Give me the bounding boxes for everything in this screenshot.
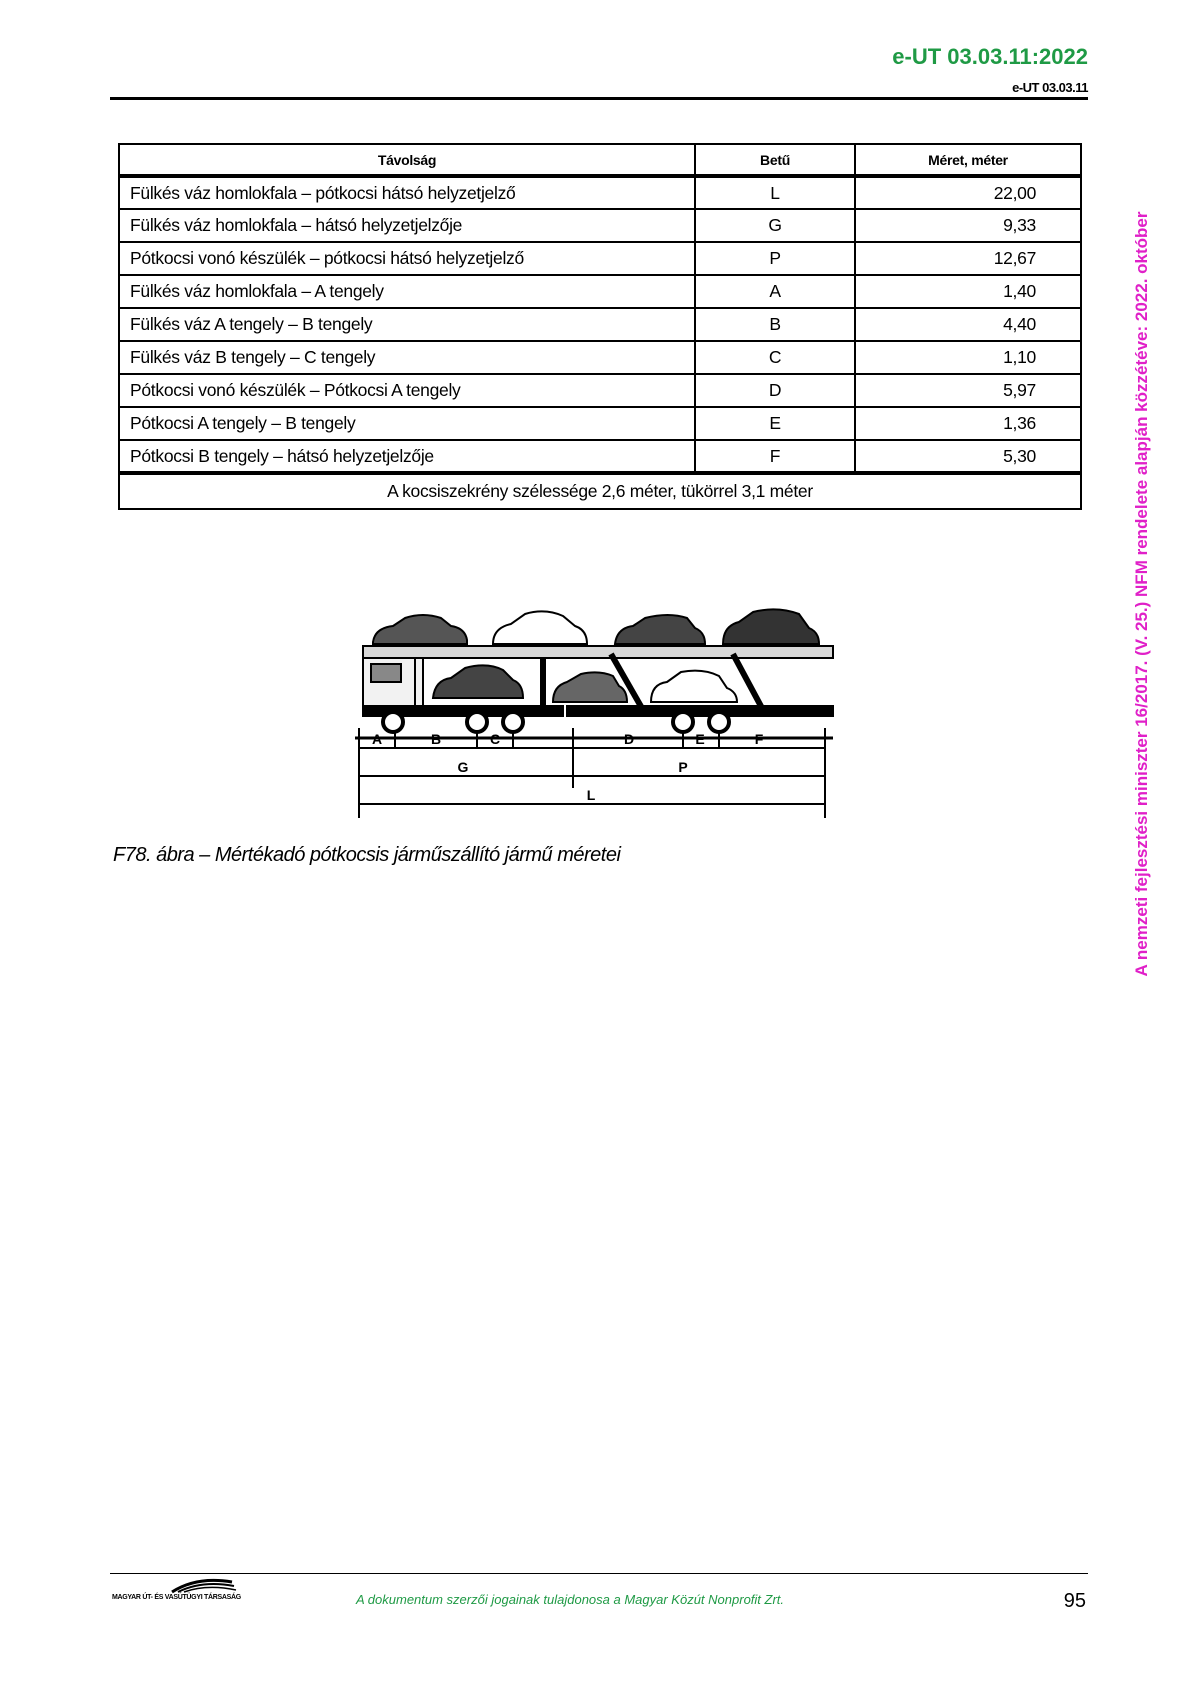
label-f: F bbox=[754, 731, 764, 747]
row-letter: C bbox=[695, 341, 855, 374]
row-label: Fülkés váz homlokfala – hátsó helyzetjelzője bbox=[119, 209, 695, 242]
dimensions-table bbox=[118, 143, 1082, 510]
car-silhouette bbox=[373, 615, 467, 644]
document-code: e-UT 03.03.11:2022 bbox=[892, 44, 1088, 69]
car-transporter-figure bbox=[353, 598, 843, 818]
document-code-short: e-UT 03.03.11 bbox=[1012, 80, 1088, 95]
row-label: Fülkés váz A tengely – B tengely bbox=[119, 308, 695, 341]
label-b: B bbox=[430, 731, 442, 747]
figure-caption: F78. ábra – Mértékadó pótkocsis járműszállító jármű méretei bbox=[113, 844, 621, 866]
wheel bbox=[503, 712, 523, 732]
label-d: D bbox=[623, 731, 635, 747]
row-letter: E bbox=[695, 407, 855, 440]
upper-deck bbox=[363, 646, 833, 658]
table-row bbox=[119, 374, 1081, 407]
table-row bbox=[119, 440, 1081, 473]
row-value: 1,36 bbox=[855, 407, 1081, 440]
label-a: A bbox=[371, 731, 383, 747]
footer-rule bbox=[110, 1573, 1088, 1574]
row-letter: D bbox=[695, 374, 855, 407]
table-row bbox=[119, 275, 1081, 308]
row-label: Fülkés váz homlokfala – pótkocsi hátsó helyzetjelző bbox=[119, 176, 695, 209]
car-silhouette bbox=[493, 611, 587, 644]
row-value: 9,33 bbox=[855, 209, 1081, 242]
row-value: 1,40 bbox=[855, 275, 1081, 308]
row-value: 5,97 bbox=[855, 374, 1081, 407]
table-row bbox=[119, 209, 1081, 242]
row-value: 1,10 bbox=[855, 341, 1081, 374]
table-header-row bbox=[119, 144, 1081, 176]
table-row bbox=[119, 308, 1081, 341]
side-note-text: A nemzeti fejlesztési miniszter 16/2017. (V. 25.) NFM rendelete alapján közzétéve: 2022. október bbox=[1132, 211, 1151, 977]
row-label: Fülkés váz B tengely – C tengely bbox=[119, 341, 695, 374]
label-c: C bbox=[489, 731, 501, 747]
car-silhouette bbox=[553, 672, 627, 702]
wheel bbox=[383, 712, 403, 732]
row-value: 5,30 bbox=[855, 440, 1081, 473]
car-silhouette bbox=[433, 665, 523, 698]
label-l: L bbox=[586, 787, 596, 803]
header-letter: Betű bbox=[695, 144, 855, 176]
header-distance: Távolság bbox=[119, 144, 695, 176]
table-footer-note: A kocsiszekrény szélessége 2,6 méter, tükörrel 3,1 méter bbox=[119, 473, 1081, 509]
organization-logo-text: MAGYAR ÚT- ÉS VASÚTÜGYI TÁRSASÁG bbox=[112, 1594, 241, 1601]
table-footer-row bbox=[119, 473, 1081, 509]
row-value: 4,40 bbox=[855, 308, 1081, 341]
row-value: 12,67 bbox=[855, 242, 1081, 275]
wheel bbox=[467, 712, 487, 732]
label-e: E bbox=[695, 731, 705, 747]
row-label: Pótkocsi A tengely – B tengely bbox=[119, 407, 695, 440]
table-row bbox=[119, 176, 1081, 209]
row-label: Pótkocsi vonó készülék – pótkocsi hátsó helyzetjelző bbox=[119, 242, 695, 275]
row-letter: A bbox=[695, 275, 855, 308]
table-row bbox=[119, 341, 1081, 374]
page-number: 95 bbox=[1063, 1590, 1086, 1612]
car-silhouette bbox=[615, 615, 705, 644]
car-silhouette bbox=[651, 671, 737, 702]
row-label: Pótkocsi B tengely – hátsó helyzetjelzője bbox=[119, 440, 695, 473]
table-row bbox=[119, 242, 1081, 275]
trailer-chassis bbox=[567, 706, 833, 716]
row-letter: G bbox=[695, 209, 855, 242]
car-silhouette bbox=[723, 609, 819, 644]
cab-window bbox=[371, 664, 401, 682]
header-size: Méret, méter bbox=[855, 144, 1081, 176]
row-label: Pótkocsi vonó készülék – Pótkocsi A tengely bbox=[119, 374, 695, 407]
label-p: P bbox=[678, 759, 688, 775]
row-letter: P bbox=[695, 242, 855, 275]
row-letter: F bbox=[695, 440, 855, 473]
copyright-notice: A dokumentum szerzői jogainak tulajdonosa a Magyar Közút Nonprofit Zrt. bbox=[356, 1592, 785, 1607]
row-letter: L bbox=[695, 176, 855, 209]
row-label: Fülkés váz homlokfala – A tengely bbox=[119, 275, 695, 308]
header-rule bbox=[110, 97, 1088, 100]
wheel bbox=[673, 712, 693, 732]
row-value: 22,00 bbox=[855, 176, 1081, 209]
wheel bbox=[709, 712, 729, 732]
row-letter: B bbox=[695, 308, 855, 341]
label-g: G bbox=[457, 759, 469, 775]
table-row bbox=[119, 407, 1081, 440]
